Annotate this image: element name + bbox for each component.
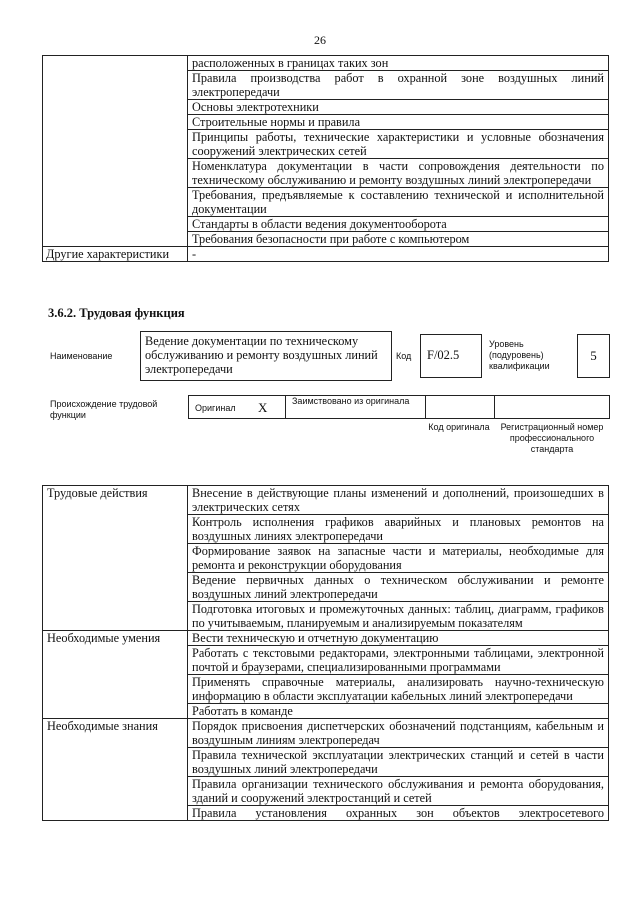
table-row: Внесение в действующие планы изменений и дополнений, произошедших в электрических сетях — [188, 486, 609, 515]
knowledge-row: Требования безопасности при работе с компьютером — [188, 232, 609, 247]
table-row: Порядок присвоения диспетчерских обозначений подстанциям, кабельным и воздушным линиям электропередач — [188, 719, 609, 748]
original-label: Оригинал — [195, 403, 236, 413]
knowledge-row: Основы электротехники — [188, 100, 609, 115]
divider — [494, 396, 495, 418]
table-row: Правила установления охранных зон объектов электросетевого — [188, 806, 609, 821]
knowledge-row: Принципы работы, технические характеристики и условные обозначения сооружений электрических сетей — [188, 130, 609, 159]
table-row: Контроль исполнения графиков аварийных и плановых ремонтов на воздушных линиях электропередачи — [188, 515, 609, 544]
knowledge-row: Номенклатура документации в части сопровождения деятельности по техническому обслуживанию и ремонту воздушных линий электропередачи — [188, 159, 609, 188]
table-row: Правила организации технического обслуживания и ремонта оборудования, зданий и сооружений электростанций и сетей — [188, 777, 609, 806]
table-row: Формирование заявок на запасные части и материалы, необходимые для ремонта и реконструкции оборудования — [188, 544, 609, 573]
origin-label: Происхождение трудовой функции — [50, 399, 158, 420]
name-label: Наименование — [50, 351, 113, 361]
level-label: Уровень (подуровень) квалификации — [489, 339, 550, 371]
other-characteristics-label: Другие характеристики — [43, 247, 188, 262]
table-row: Правила технической эксплуатации электрических станций и сетей в части воздушных линий электропередачи — [188, 748, 609, 777]
other-characteristics-value: - — [188, 247, 609, 262]
knowledge-row: Стандарты в области ведения документооборота — [188, 217, 609, 232]
page-number: 26 — [314, 33, 326, 47]
table-row: Работать в команде — [188, 704, 609, 719]
divider — [285, 396, 286, 418]
continuation-table — [42, 55, 609, 262]
code-box — [420, 334, 482, 378]
knowledge-row: расположенных в границах таких зон — [188, 56, 609, 71]
origin-row — [188, 395, 610, 419]
code-original-caption: Код оригинала — [428, 422, 490, 432]
knowledge-row: Строительные нормы и правила — [188, 115, 609, 130]
section-label: Трудовые действия — [43, 486, 188, 631]
code-value: F/02.5 — [427, 348, 460, 362]
name-box — [140, 331, 392, 381]
original-mark: X — [258, 400, 268, 415]
table-row: Работать с текстовыми редакторами, электронными таблицами, электронной почтой и браузерами, специализированными программами — [188, 646, 609, 675]
knowledge-row: Правила производства работ в охранной зоне воздушных линий электропередачи — [188, 71, 609, 100]
table-row: Применять справочные материалы, анализировать научно-техническую информацию в области эксплуатации кабельных линий электропередачи — [188, 675, 609, 704]
level-box — [577, 334, 610, 378]
continuation-left-cell — [43, 56, 188, 247]
level-value: 5 — [590, 348, 597, 363]
table-row: Ведение первичных данных о техническом обслуживании и ремонте воздушных линий электропередачи — [188, 573, 609, 602]
borrowed-label: Заимствовано из оригинала — [292, 396, 410, 406]
name-value: Ведение документации по техническому обслуживанию и ремонту воздушных линий электропередачи — [145, 334, 378, 376]
section-label: Необходимые умения — [43, 631, 188, 719]
section-heading: 3.6.2. Трудовая функция — [48, 306, 185, 320]
code-label: Код — [396, 351, 412, 361]
table-row: Подготовка итоговых и промежуточных данных: таблиц, диаграмм, графиков по учитываемым, планируемым и анализируемым показателям — [188, 602, 609, 631]
section-label: Необходимые знания — [43, 719, 188, 821]
reg-number-caption: Регистрационный номер профессионального стандарта — [500, 422, 604, 454]
table-row: Вести техническую и отчетную документацию — [188, 631, 609, 646]
divider — [425, 396, 426, 418]
knowledge-row: Требования, предъявляемые к составлению технической и исполнительной документации — [188, 188, 609, 217]
labor-function-table — [42, 485, 609, 821]
